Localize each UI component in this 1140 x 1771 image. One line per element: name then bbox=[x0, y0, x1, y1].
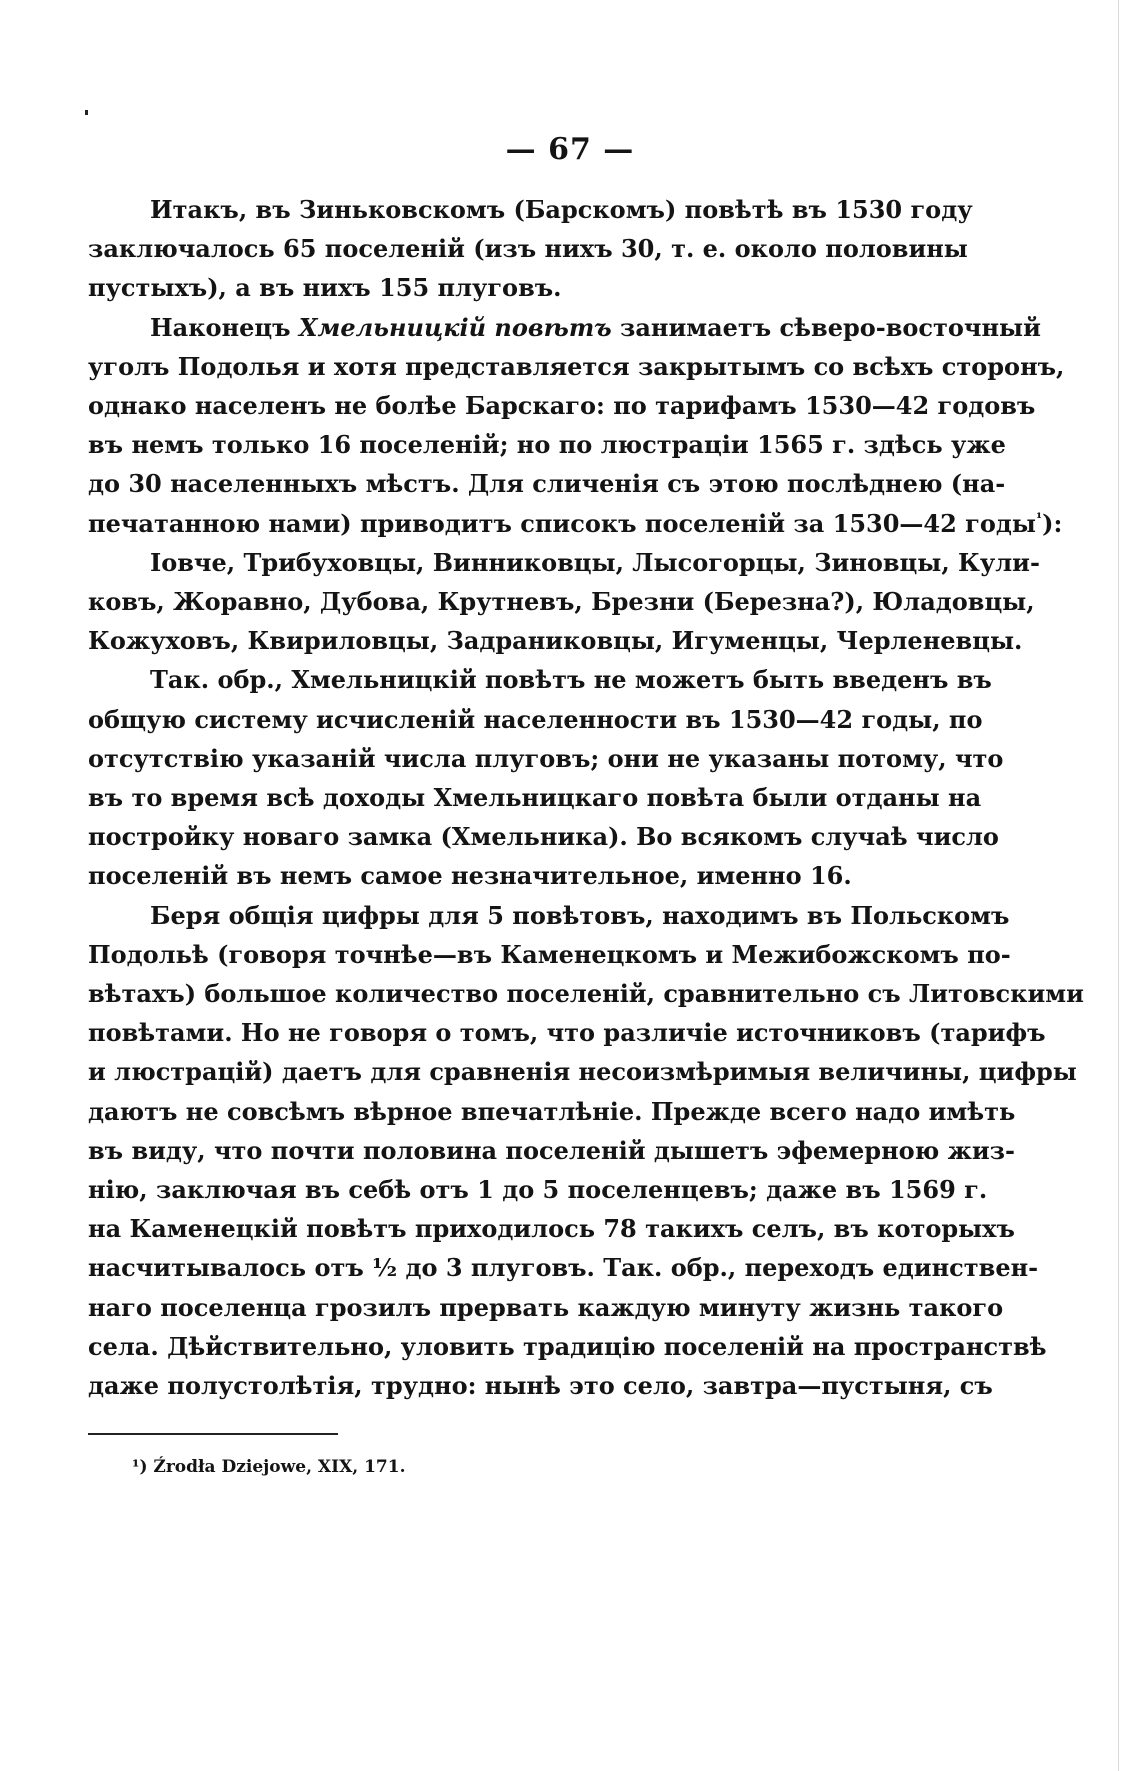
text-line: поселеній въ немъ самое незначительное, именно 16. bbox=[88, 861, 852, 891]
text-line: села. Дѣйствительно, уловить традицію поселеній на пространствѣ bbox=[88, 1331, 1047, 1361]
text-line: нію, заключая въ себѣ отъ 1 до 5 поселенцевъ; даже въ 1569 г. bbox=[88, 1175, 988, 1205]
text-segment: занимаетъ сѣверо-восточный bbox=[611, 312, 1041, 342]
text-line: однако населенъ не болѣе Барскаго: по тарифамъ 1530—42 годовъ bbox=[88, 391, 1036, 421]
text-line: даютъ не совсѣмъ вѣрное впечатлѣніе. Прежде всего надо имѣть bbox=[88, 1096, 1016, 1126]
scan-edge-line bbox=[1118, 0, 1119, 1771]
footnote-divider bbox=[88, 1433, 338, 1435]
text-line: до 30 населенныхъ мѣстъ. Для сличенія съ этою послѣднею (на- bbox=[88, 469, 1006, 499]
text-line: пустыхъ), а въ нихъ 155 плуговъ. bbox=[88, 273, 562, 303]
text-segment: печатанною нами) приводитъ списокъ поселеній за 1530—42 годы bbox=[88, 508, 1036, 538]
text-line bbox=[88, 504, 1063, 543]
text-line: Подольѣ (говоря точнѣе—въ Каменецкомъ и Межибожскомъ по- bbox=[88, 939, 1011, 969]
text-line: Итакъ, въ Зиньковскомъ (Барскомъ) повѣтѣ въ 1530 году bbox=[150, 195, 973, 224]
text-line: повѣтами. Но не говоря о томъ, что различіе источниковъ (тарифъ bbox=[88, 1018, 1046, 1048]
text-line: уголъ Подолья и хотя представляется закрытымъ со всѣхъ сторонъ, bbox=[88, 351, 1065, 381]
text-line: въ виду, что почти половина поселеній дышетъ эфемерною жиз- bbox=[88, 1135, 1015, 1165]
text-line: Беря общія цифры для 5 повѣтовъ, находимъ въ Польскомъ bbox=[150, 900, 1010, 930]
text-line bbox=[88, 308, 1041, 347]
text-line: даже полустолѣтія, трудно: нынѣ это село, завтра—пустыня, съ bbox=[88, 1371, 993, 1401]
text-line: заключалось 65 поселеній (изъ нихъ 30, т. е. около половины bbox=[88, 234, 968, 264]
italic-term: Хмельницкій повѣтъ bbox=[298, 312, 612, 342]
footnote-ref: ¹ bbox=[1035, 510, 1043, 527]
text-line: ковъ, Жоравно, Дубова, Крутневъ, Брезни (Березна?), Юладовцы, bbox=[88, 587, 1035, 617]
text-line: Іовче, Трибуховцы, Винниковцы, Лысогорцы, Зиновцы, Кули- bbox=[150, 547, 1040, 577]
text-line: и люстрацій) даетъ для сравненія несоизмѣримыя величины, цифры bbox=[88, 1057, 1077, 1087]
text-segment: Наконецъ bbox=[150, 312, 299, 342]
text-line: въ немъ только 16 поселеній; но по люстраціи 1565 г. здѣсь уже bbox=[88, 430, 1006, 460]
text-segment: ): bbox=[1042, 508, 1063, 538]
page-number: — 67 — bbox=[505, 132, 635, 167]
text-line: вѣтахъ) большое количество поселеній, сравнительно съ Литовскими bbox=[88, 979, 1084, 1009]
text-line: Кожуховъ, Квириловцы, Задраниковцы, Игуменцы, Черленевцы. bbox=[88, 626, 1023, 656]
stray-mark bbox=[85, 110, 88, 115]
body-text bbox=[88, 190, 1084, 1405]
text-line: наго поселенца грозилъ прервать каждую минуту жизнь такого bbox=[88, 1292, 1004, 1322]
text-line: Так. обр., Хмельницкій повѣтъ не можетъ быть введенъ въ bbox=[150, 665, 992, 695]
footnote: ¹) Źrodła Dziejowe, XIX, 171. bbox=[132, 1457, 406, 1477]
text-line: постройку новаго замка (Хмельника). Во всякомъ случаѣ число bbox=[88, 822, 999, 852]
text-line: насчитывалось отъ ½ до 3 плуговъ. Так. обр., переходъ единствен- bbox=[88, 1253, 1039, 1283]
text-line: общую систему исчисленій населенности въ 1530—42 годы, по bbox=[88, 704, 983, 734]
text-line: въ то время всѣ доходы Хмельницкаго повѣта были отданы на bbox=[88, 783, 982, 813]
text-line: на Каменецкій повѣтъ приходилось 78 такихъ селъ, въ которыхъ bbox=[88, 1214, 1015, 1244]
text-line: отсутствію указаній числа плуговъ; они не указаны потому, что bbox=[88, 743, 1004, 773]
